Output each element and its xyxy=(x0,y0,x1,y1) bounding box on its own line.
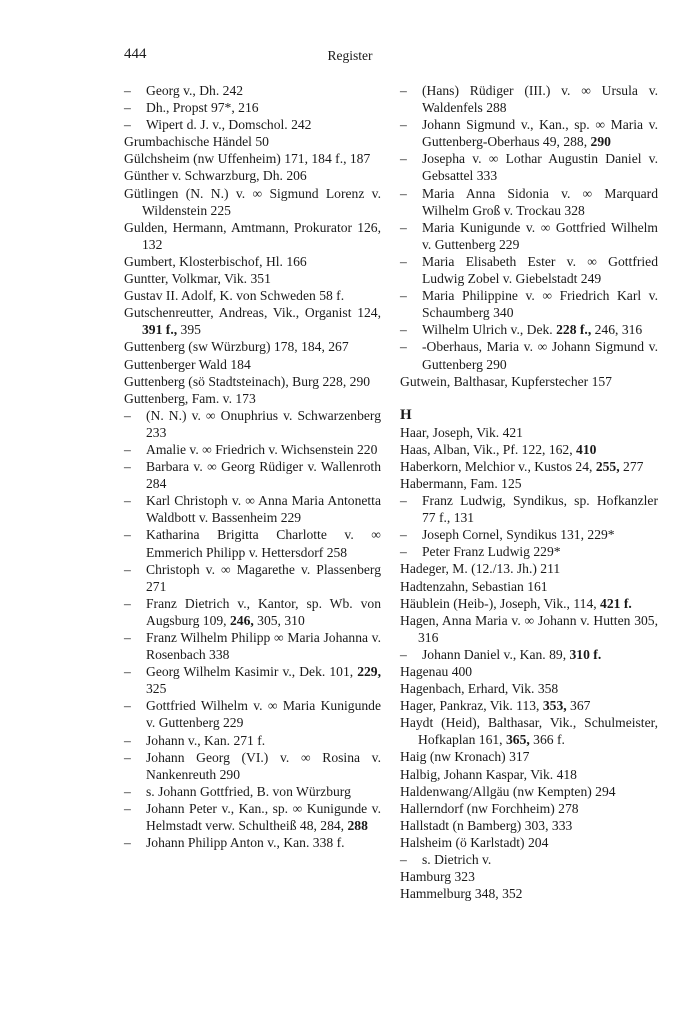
index-subentry xyxy=(124,783,381,800)
index-subentry xyxy=(400,338,658,372)
index-subentry xyxy=(124,697,381,731)
running-head: Register xyxy=(327,48,373,63)
entry-text: Guttenberg (sw Würzburg) 178, 184, 267 xyxy=(124,339,349,355)
index-subentry xyxy=(400,150,658,184)
index-subentry xyxy=(124,407,381,441)
index-entry xyxy=(400,663,658,680)
entry-page-ref-bold: 410 xyxy=(576,441,597,457)
entry-text: Wipert d. J. v., Domschol. 242 xyxy=(146,117,312,133)
entry-text: Haar, Joseph, Vik. 421 xyxy=(400,424,523,440)
index-entry xyxy=(124,150,381,167)
index-subentry xyxy=(124,629,381,663)
entry-text: Haldenwang/Allgäu (nw Kempten) 294 xyxy=(400,783,616,799)
index-entry xyxy=(124,287,381,304)
entry-page-ref-bold: 290 xyxy=(590,134,611,150)
entry-text: Hagenau 400 xyxy=(400,664,473,679)
entry-page-ref-bold: 229, xyxy=(357,664,381,680)
entry-text: Guttenberger Wald 184 xyxy=(124,356,251,372)
index-subentry xyxy=(400,287,658,321)
index-entry xyxy=(400,595,658,612)
entry-page-ref-bold: 288 xyxy=(347,818,368,834)
index-entry xyxy=(124,270,381,287)
index-entry xyxy=(400,714,658,748)
entry-text: Gutschenreutter, Andreas, Vik., Organist 124, xyxy=(124,305,381,321)
index-subentry xyxy=(400,851,658,868)
index-entry xyxy=(124,133,381,150)
entry-text: Halbig, Johann Kaspar, Vik. 418 xyxy=(400,766,577,782)
entry-text: (Hans) Rüdiger (III.) v. ∞ Ursula v. Waldenfels 288 xyxy=(422,83,658,116)
index-entry xyxy=(124,356,381,373)
index-entry xyxy=(124,338,381,355)
entry-text: Gottfried Wilhelm v. ∞ Maria Kunigunde v. Guttenberg 229 xyxy=(146,698,381,731)
subentry-dash: – xyxy=(400,219,407,235)
subentry-dash: – xyxy=(400,339,407,355)
index-subentry xyxy=(124,732,381,749)
index-entry xyxy=(400,783,658,800)
subentry-dash: – xyxy=(124,783,131,799)
index-entry xyxy=(400,441,658,458)
subentry-dash: – xyxy=(400,646,407,662)
entry-page-ref-bold: 365, xyxy=(505,732,530,748)
section-letter: H xyxy=(400,406,412,423)
subentry-dash: – xyxy=(124,493,131,509)
entry-page-ref-bold: 421 f. xyxy=(600,595,632,611)
index-subentry xyxy=(124,595,381,629)
index-column-left xyxy=(124,82,381,851)
index-subentry xyxy=(124,441,381,458)
index-entry xyxy=(400,373,658,390)
entry-text: 246, 316 xyxy=(591,322,643,338)
index-entry xyxy=(124,390,381,407)
entry-text: Josepha v. ∞ Lothar Augustin Daniel v. Gebsattel 333 xyxy=(422,151,658,184)
entry-page-ref-bold: 228 f., xyxy=(556,322,592,338)
index-subentry xyxy=(124,800,381,834)
entry-text: 305, 310 xyxy=(253,612,305,628)
entry-text: Haydt (Heid), Balthasar, Vik., Schulmeister, Hofkaplan 161, xyxy=(400,715,658,748)
subentry-dash: – xyxy=(124,561,131,577)
entry-text: Franz Ludwig, Syndikus, sp. Hofkanzler 77 f., 131 xyxy=(422,493,658,526)
index-entry xyxy=(400,766,658,783)
entry-text: (N. N.) v. ∞ Onuphrius v. Schwarzenberg 233 xyxy=(146,407,381,440)
entry-text: Hallstadt (n Bamberg) 303, 333 xyxy=(400,817,573,833)
index-entry xyxy=(400,868,658,885)
entry-text: Guttenberg, Fam. v. 173 xyxy=(124,390,256,406)
subentry-dash: – xyxy=(400,185,407,201)
entry-text: Maria Anna Sidonia v. ∞ Marquard Wilhelm Groß v. Trockau 328 xyxy=(422,185,658,218)
entry-page-ref-bold: 353, xyxy=(542,698,567,714)
index-subentry xyxy=(400,526,658,543)
entry-text: Günther v. Schwarzburg, Dh. 206 xyxy=(124,168,307,184)
index-subentry xyxy=(400,185,658,219)
entry-text: Hagen, Anna Maria v. ∞ Johann v. Hutten 305, 316 xyxy=(400,612,658,645)
entry-text: Hamburg 323 xyxy=(400,869,475,885)
entry-text: Johann v., Kan. 271 f. xyxy=(146,732,266,748)
subentry-dash: – xyxy=(124,664,131,680)
subentry-dash: – xyxy=(124,749,131,765)
entry-text: Guttenberg (sö Stadtsteinach), Burg 228, 290 xyxy=(124,373,371,389)
entry-page-ref-bold: 255, xyxy=(595,458,620,474)
subentry-dash: – xyxy=(124,698,131,714)
index-entry xyxy=(400,885,658,902)
entry-text: Johann Peter v., Kan., sp. ∞ Kunigunde v. Helmstadt verw. Schultheiß 48, 284, xyxy=(146,800,381,834)
index-subentry xyxy=(124,749,381,783)
index-entry xyxy=(400,458,658,475)
entry-text: Hager, Pankraz, Vik. 113, xyxy=(400,698,543,714)
subentry-dash: – xyxy=(124,800,131,816)
index-entry xyxy=(124,167,381,184)
page-number: 444 xyxy=(124,46,147,62)
entry-text: 395 xyxy=(177,322,201,338)
entry-text: Hallerndorf (nw Forchheim) 278 xyxy=(400,800,579,816)
index-entry xyxy=(400,817,658,834)
index-subentry xyxy=(124,663,381,697)
entry-text: Wilhelm Ulrich v., Dek. xyxy=(422,322,557,338)
entry-text: Guntter, Volkmar, Vik. 351 xyxy=(124,271,271,287)
entry-text: Häublein (Heib-), Joseph, Vik., 114, xyxy=(400,595,601,611)
entry-text: Amalie v. ∞ Friedrich v. Wichsenstein 220 xyxy=(146,441,378,457)
subentry-dash: – xyxy=(124,441,131,457)
entry-text: Johann Daniel v., Kan. 89, xyxy=(422,646,570,662)
entry-text: Franz Wilhelm Philipp ∞ Maria Johanna v. Rosenbach 338 xyxy=(146,630,381,663)
entry-text: Gulden, Hermann, Amtmann, Prokurator 126, 132 xyxy=(124,219,381,252)
entry-text: Hagenbach, Erhard, Vik. 358 xyxy=(400,681,559,697)
subentry-dash: – xyxy=(124,630,131,645)
index-entry xyxy=(400,612,658,646)
entry-text: Maria Kunigunde v. ∞ Gottfried Wilhelm v. Guttenberg 229 xyxy=(422,219,658,252)
index-entry xyxy=(124,304,381,338)
subentry-dash: – xyxy=(400,493,407,509)
subentry-dash: – xyxy=(400,852,407,868)
index-entry xyxy=(124,185,381,219)
subentry-dash: – xyxy=(400,151,407,167)
entry-text: Hadtenzahn, Sebastian 161 xyxy=(400,578,548,594)
index-subentry xyxy=(124,526,381,560)
entry-text: Gumbert, Klosterbischof, Hl. 166 xyxy=(124,253,307,269)
index-entry xyxy=(400,680,658,697)
entry-text: Dh., Propst 97*, 216 xyxy=(146,100,259,116)
subentry-dash: – xyxy=(124,732,131,748)
entry-text: Joseph Cornel, Syndikus 131, 229* xyxy=(422,527,615,543)
index-entry xyxy=(400,697,658,714)
entry-text: 367 xyxy=(566,698,591,714)
subentry-dash: – xyxy=(400,322,407,338)
entry-text: Gutwein, Balthasar, Kupferstecher 157 xyxy=(400,373,612,389)
index-subentry xyxy=(124,82,381,99)
index-subentry xyxy=(400,646,658,663)
subentry-dash: – xyxy=(124,100,131,116)
index-subentry xyxy=(400,543,658,560)
index-entry xyxy=(400,578,658,595)
index-subentry xyxy=(124,458,381,492)
entry-text: Franz Dietrich v., Kantor, sp. Wb. von Augsburg 109, xyxy=(146,595,381,628)
entry-text: Hammelburg 348, 352 xyxy=(400,886,523,902)
index-entry xyxy=(124,373,381,390)
subentry-dash: – xyxy=(400,83,407,98)
entry-text: Halsheim (ö Karlstadt) 204 xyxy=(400,834,549,850)
entry-text: 277 xyxy=(619,458,644,474)
entry-text: Gütlingen (N. N.) v. ∞ Sigmund Lorenz v. Wildenstein 225 xyxy=(124,185,381,218)
index-subentry xyxy=(400,492,658,526)
entry-text: Gülchsheim (nw Uffenheim) 171, 184 f., 187 xyxy=(124,151,371,167)
entry-text: Georg Wilhelm Kasimir v., Dek. 101, xyxy=(146,664,358,680)
entry-text: Grumbachische Händel 50 xyxy=(124,134,269,150)
entry-text: Katharina Brigitta Charlotte v. ∞ Emmerich Philipp v. Hettersdorf 258 xyxy=(146,527,381,560)
index-entry xyxy=(400,475,658,492)
subentry-dash: – xyxy=(124,117,131,133)
subentry-dash: – xyxy=(124,459,131,475)
index-entry xyxy=(400,834,658,851)
subentry-dash: – xyxy=(400,527,407,543)
entry-text: Christoph v. ∞ Magarethe v. Plassenberg 271 xyxy=(146,561,381,594)
index-subentry xyxy=(400,116,658,150)
entry-text: Gustav II. Adolf, K. von Schweden 58 f. xyxy=(124,288,345,304)
entry-text: 366 f. xyxy=(529,732,565,748)
subentry-dash: – xyxy=(124,835,131,851)
entry-text: Peter Franz Ludwig 229* xyxy=(422,544,561,560)
entry-text: Maria Elisabeth Ester v. ∞ Gottfried Ludwig Zobel v. Giebelstadt 249 xyxy=(422,253,658,287)
index-subentry xyxy=(124,99,381,116)
entry-text: Haas, Alban, Vik., Pf. 122, 162, xyxy=(400,441,577,457)
entry-text: s. Johann Gottfried, B. von Würzburg xyxy=(146,783,351,799)
index-subentry xyxy=(124,561,381,595)
subentry-dash: – xyxy=(124,407,131,423)
subentry-dash: – xyxy=(400,288,407,304)
subentry-dash: – xyxy=(124,527,131,543)
index-column-right xyxy=(400,82,658,902)
entry-text: Karl Christoph v. ∞ Anna Maria Antonetta Waldbott v. Bassenheim 229 xyxy=(146,493,381,526)
entry-text: Haig (nw Kronach) 317 xyxy=(400,749,530,765)
index-subentry xyxy=(124,834,381,851)
entry-text: Johann Sigmund v., Kan., sp. ∞ Maria v. Guttenberg-Oberhaus 49, 288, xyxy=(422,117,658,150)
entry-page-ref-bold: 246, xyxy=(229,612,254,628)
entry-page-ref-bold: 391 f., xyxy=(142,322,178,338)
index-entry xyxy=(400,424,658,441)
subentry-dash: – xyxy=(124,595,131,611)
index-entry xyxy=(400,748,658,765)
subentry-dash: – xyxy=(400,253,407,269)
index-entry xyxy=(400,560,658,577)
entry-text: 325 xyxy=(146,681,167,697)
index-entry xyxy=(400,800,658,817)
index-entry xyxy=(124,253,381,270)
subentry-dash: – xyxy=(400,117,407,133)
entry-text: Habermann, Fam. 125 xyxy=(400,475,522,491)
subentry-dash: – xyxy=(400,544,407,560)
index-subentry xyxy=(400,253,658,287)
entry-text: Maria Philippine v. ∞ Friedrich Karl v. Schaumberg 340 xyxy=(422,288,658,321)
entry-text: Johann Georg (VI.) v. ∞ Rosina v. Nankenreuth 290 xyxy=(146,749,381,782)
index-subentry xyxy=(124,116,381,133)
index-subentry xyxy=(400,82,658,116)
entry-text: -Oberhaus, Maria v. ∞ Johann Sigmund v. Guttenberg 290 xyxy=(422,339,658,372)
entry-text: s. Dietrich v. xyxy=(422,852,492,868)
entry-text: Johann Philipp Anton v., Kan. 338 f. xyxy=(146,835,345,851)
index-subentry xyxy=(400,219,658,253)
entry-text: Georg v., Dh. 242 xyxy=(146,83,244,98)
index-subentry xyxy=(400,321,658,338)
entry-page-ref-bold: 310 f. xyxy=(569,646,602,662)
entry-text: Barbara v. ∞ Georg Rüdiger v. Wallenroth 284 xyxy=(146,459,381,492)
entry-text: Hadeger, M. (12./13. Jh.) 211 xyxy=(400,561,561,577)
subentry-dash: – xyxy=(124,83,131,98)
index-subentry xyxy=(124,492,381,526)
entry-text: Haberkorn, Melchior v., Kustos 24, xyxy=(400,458,596,474)
index-entry xyxy=(124,219,381,253)
